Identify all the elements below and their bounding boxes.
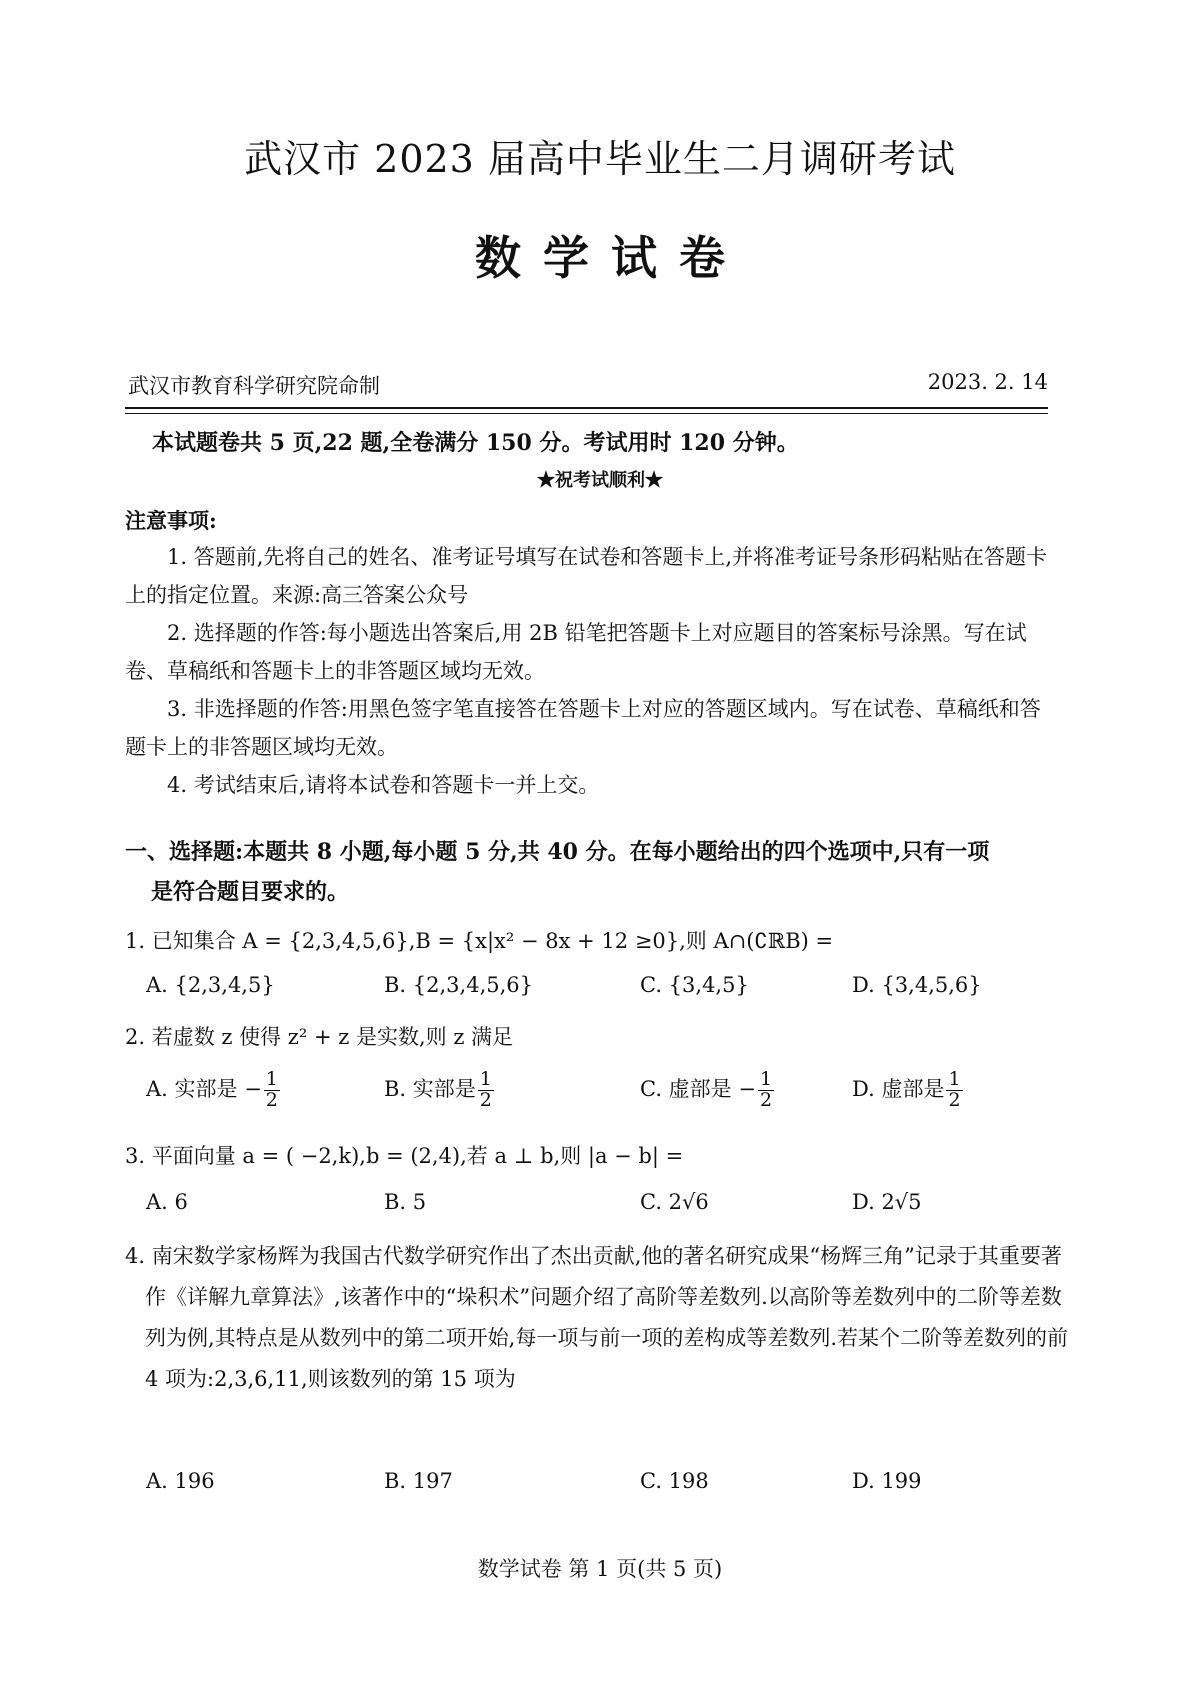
q2-option-a: [146, 1070, 282, 1111]
q2-option-d: [852, 1070, 965, 1111]
q4-option-c: C. 198: [640, 1469, 709, 1493]
q4-option-b: B. 197: [384, 1469, 453, 1493]
fraction-denominator: 2: [265, 1088, 278, 1111]
section-heading-line1: 一、选择题:本题共 8 小题,每小题 5 分,共 40 分。在每小题给出的四个选项中,只有一项: [125, 839, 990, 865]
q3-option-d: D. 2√5: [852, 1190, 922, 1214]
q2-option-b-label: B. 实部是: [384, 1076, 476, 1101]
notice-item: 4. 考试结束后,请将本试卷和答题卡一并上交。: [167, 773, 600, 797]
fraction: [478, 1070, 494, 1111]
q2-option-a-label: A. 实部是 −: [146, 1076, 262, 1101]
exam-summary: 本试题卷共 5 页,22 题,全卷满分 150 分。考试用时 120 分钟。: [152, 430, 799, 456]
fraction: [758, 1070, 774, 1111]
q3-option-c: C. 2√6: [640, 1190, 709, 1214]
q2-option-b: [384, 1070, 496, 1111]
notice-item: 2. 选择题的作答:每小题选出答案后,用 2B 铅笔把答题卡上对应题目的答案标号涂黑。写在试卷、草稿纸和答题卡上的非答题区域均无效。: [125, 621, 1027, 683]
fraction-numerator: 1: [479, 1068, 492, 1090]
q1-option-a: A. {2,3,4,5}: [146, 973, 275, 997]
notice-item: 3. 非选择题的作答:用黑色签字笔直接答在答题卡上对应的答题区域内。写在试卷、草稿纸和答题卡上的非答题区域均无效。: [125, 697, 1041, 759]
fraction: [264, 1070, 280, 1111]
q2-option-d-label: D. 虚部是: [852, 1076, 945, 1101]
section-heading: [125, 832, 1050, 912]
q2-option-c: [640, 1070, 776, 1111]
question-3-stem: 3. 平面向量 a = ( −2,k),b = (2,4),若 a ⊥ b,则 |a − b| =: [125, 1144, 684, 1168]
good-luck-line: ★祝考试顺利★: [537, 470, 663, 491]
header-rule-thick: [125, 407, 1048, 409]
q4-option-a: A. 196: [146, 1469, 215, 1493]
fraction-denominator: 2: [479, 1088, 492, 1111]
q2-option-c-label: C. 虚部是 −: [640, 1076, 756, 1101]
q1-option-d: D. {3,4,5,6}: [852, 973, 982, 997]
question-2-stem: 2. 若虚数 z 使得 z² + z 是实数,则 z 满足: [125, 1025, 514, 1049]
exam-date: 2023. 2. 14: [927, 370, 1048, 394]
page-footer: 数学试卷 第 1 页(共 5 页): [477, 1557, 723, 1581]
notice-item: 1. 答题前,先将自己的姓名、准考证号填写在试卷和答题卡上,并将准考证号条形码粘贴在答题卡上的指定位置。来源:高三答案公众号: [125, 545, 1048, 607]
q3-option-b: B. 5: [384, 1190, 427, 1214]
fraction-denominator: 2: [948, 1088, 961, 1111]
q3-option-a: A. 6: [146, 1190, 188, 1214]
exam-title: 武汉市 2023 届高中毕业生二月调研考试: [244, 137, 956, 181]
fraction-denominator: 2: [759, 1088, 773, 1111]
q1-option-b: B. {2,3,4,5,6}: [384, 973, 534, 997]
q4-option-d: D. 199: [852, 1469, 922, 1493]
fraction-numerator: 1: [948, 1068, 961, 1090]
question-1-stem: 1. 已知集合 A = {2,3,4,5,6},B = {x|x² − 8x + 12 ≥0},则 A∩(∁ℝB) =: [125, 929, 834, 953]
exam-subtitle: 数学试卷: [475, 231, 747, 285]
header-rule-thin: [125, 413, 1048, 414]
q1-option-c: C. {3,4,5}: [640, 973, 749, 997]
issuer: 武汉市教育科学研究院命制: [128, 374, 380, 398]
section-heading-line2: 是符合题目要求的。: [151, 879, 350, 905]
notice-title: 注意事项:: [125, 508, 217, 533]
fraction-numerator: 1: [759, 1068, 773, 1090]
question-4-stem: 4. 南宋数学家杨辉为我国古代数学研究作出了杰出贡献,他的著名研究成果“杨辉三角”记录于其重要著作《详解九章算法》,该著作中的“垛积术”问题介绍了高阶等差数列.以高阶等差数列中的二阶等差数列为例,其特点是从数列中的第二项开始,每一项与前一项的差构成等差数列.若某个二阶等差数列的前 4 项为:2,3,6,11,则该数列的第 15 项为: [125, 1244, 1069, 1391]
fraction-numerator: 1: [265, 1068, 278, 1090]
fraction: [946, 1070, 962, 1111]
